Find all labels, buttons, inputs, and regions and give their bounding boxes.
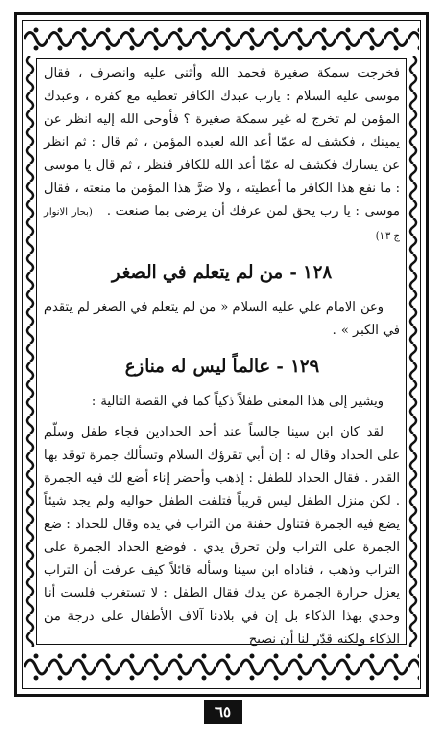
section-128-body: وعن الامام علي عليه السلام « من لم يتعلم في الصغر لم يتقدم في الكبر » . (44, 300, 400, 338)
source-reference: (بحار الانوار ج ١٣) (44, 207, 400, 242)
left-side-ornament (407, 56, 419, 647)
story-paragraph (44, 62, 400, 248)
top-ornament (24, 22, 419, 56)
section-128-heading: ١٢٨ - من لم يتعلم في الصغر (111, 262, 333, 283)
section-129-heading: ١٢٩ - عالماً ليس له منازع (124, 356, 320, 377)
section-129-body: لقد كان ابن سينا جالساً عند أحد الحدادين فجاء طفل وسلّم على الحداد وقال له : إن أبي تقرؤك السلام وتسألك جمرة توقد بها القدر . فقال الحداد للطفل : إذهب وأحضر إناء أضع لك فيه الجمرة . لكن منزل الطفل ليس قريباً فتلفت الطفل حواليه ولم يجد شيئاً يضع فيه الجمرة فتناول حفنة من التراب في يده وقال للحداد : ضع الجمرة على التراب ولن تحرق يدي . فوضع الحداد الجمرة على التراب وذهب ، فناداه ابن سينا وسأله قائلاً كيف عرفت أن التراب يعزل حرارة الجمرة عن يدك فقال الطفل : لا تستغرب فلست أنا وحدي بهذا الذكاء بل إن في بلادنا آلاف الأطفال على درجة من الذكاء ولكنه قدّر لنا أن نصبح (44, 425, 401, 647)
page-number: ٦٥ (204, 700, 242, 724)
right-side-ornament (24, 56, 36, 647)
bottom-ornament (24, 647, 419, 687)
page-content (44, 62, 400, 651)
story-text: فخرجت سمكة صغيرة فحمد الله وأثنى عليه وانصرف ، فقال موسى عليه السلام : يارب عبدك الكافر تعطيه مع كفره ، وعبدك المؤمن لم تخرج له غير سمكة صغيرة ؟ فأوحى الله إليه انظر عن يمينك ، فكشف له عمّا أعد الله لعبده المؤمن ، ثم قال : ثم انظر عن يسارك فكشف له عمّا أعد الله للكافر فنظر ، ثم قال يا موسى : ما نفع هذا الكافر ما أعطيته ، ولا ضرَّ هذا المؤمن ما منعته ، فقال موسى : يا رب يحق لمن عرفك أن يرضى بما صنعت . (44, 66, 400, 219)
section-129-intro: ويشير إلى هذا المعنى طفلاً ذكياً كما في القصة التالية : (91, 394, 384, 409)
